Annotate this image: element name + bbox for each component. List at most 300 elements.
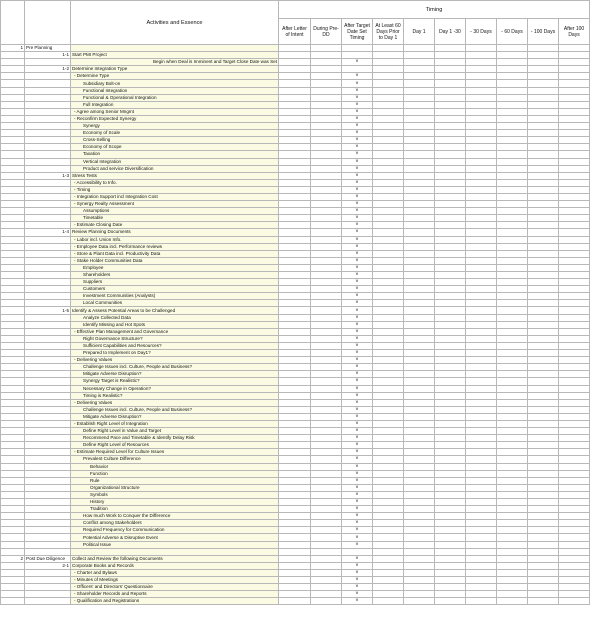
timing-check-cell: v: [342, 73, 373, 80]
table-row: [1, 144, 590, 151]
activity-cell: Conflict among Stakeholders: [71, 520, 279, 527]
timing-cell: [559, 137, 590, 144]
timing-cell: [311, 328, 342, 335]
section-number-cell: [1, 101, 25, 108]
activity-cell: - Delivering Values: [71, 357, 279, 364]
timing-check-cell: v: [342, 293, 373, 300]
timing-cell: [279, 137, 311, 144]
timing-cell: [528, 172, 559, 179]
timing-cell: [497, 399, 528, 406]
timing-check-cell: v: [342, 250, 373, 257]
timing-check-cell: v: [342, 456, 373, 463]
timing-cell: [466, 130, 497, 137]
timing-col-header: At Least 60 Days Prior to Day 1: [373, 19, 404, 45]
section-number-cell: [1, 243, 25, 250]
timing-cell: [373, 463, 404, 470]
timing-cell: [559, 52, 590, 59]
timing-cell: [497, 80, 528, 87]
timing-cell: [373, 144, 404, 151]
timing-cell: [528, 350, 559, 357]
subsection-number-cell: [25, 456, 71, 463]
activity-cell: Determine Integration Type: [71, 66, 279, 73]
timing-cell: [373, 137, 404, 144]
timing-cell: [559, 562, 590, 569]
timing-col-header: - 100 Days: [528, 19, 559, 45]
timing-cell: [373, 534, 404, 541]
timing-cell: [528, 506, 559, 513]
timing-cell: [404, 222, 435, 229]
timing-cell: [373, 399, 404, 406]
timing-cell: [435, 499, 466, 506]
timing-cell: [466, 491, 497, 498]
timing-cell: [528, 101, 559, 108]
timing-cell: [279, 279, 311, 286]
timing-cell: [497, 250, 528, 257]
timing-cell: [279, 314, 311, 321]
table-row: [1, 541, 590, 548]
timing-cell: [528, 229, 559, 236]
timing-cell: [528, 165, 559, 172]
timing-cell: [279, 364, 311, 371]
timing-cell: [311, 513, 342, 520]
timing-cell: [466, 598, 497, 605]
timing-cell: [528, 357, 559, 364]
timing-cell: [404, 59, 435, 66]
timing-cell: [404, 52, 435, 59]
table-row: [1, 371, 590, 378]
activity-cell: Timing is Realistic?: [71, 392, 279, 399]
timing-cell: [497, 137, 528, 144]
table-row: [1, 186, 590, 193]
timing-check-cell: v: [342, 229, 373, 236]
table-row: [1, 342, 590, 349]
timing-cell: [373, 94, 404, 101]
timing-cell: [466, 428, 497, 435]
table-row: [1, 94, 590, 101]
timing-cell: [311, 115, 342, 122]
table-row: [1, 463, 590, 470]
timing-cell: [373, 499, 404, 506]
timing-cell: [404, 569, 435, 576]
timing-cell: [497, 449, 528, 456]
header-num2-cell: [25, 1, 71, 45]
timing-cell: [435, 236, 466, 243]
table-row: [1, 378, 590, 385]
timing-cell: [279, 80, 311, 87]
timing-check-cell: v: [342, 562, 373, 569]
timing-cell: [466, 534, 497, 541]
timing-cell: [279, 264, 311, 271]
timing-cell: [279, 272, 311, 279]
timing-cell: [404, 45, 435, 52]
timing-cell: [311, 456, 342, 463]
timing-cell: [373, 158, 404, 165]
timing-cell: [466, 435, 497, 442]
timing-cell: [497, 59, 528, 66]
table-row: [1, 73, 590, 80]
timing-cell: [466, 342, 497, 349]
timing-check-cell: v: [342, 328, 373, 335]
timing-cell: [497, 499, 528, 506]
timing-cell: [279, 428, 311, 435]
table-row: [1, 399, 590, 406]
timing-cell: [373, 208, 404, 215]
timing-cell: [435, 328, 466, 335]
table-row: [1, 584, 590, 591]
timing-cell: [373, 151, 404, 158]
timing-cell: [404, 562, 435, 569]
timing-cell: [311, 80, 342, 87]
timing-cell: [559, 293, 590, 300]
timing-cell: [559, 591, 590, 598]
timing-cell: [373, 506, 404, 513]
timing-cell: [435, 321, 466, 328]
timing-cell: [279, 470, 311, 477]
timing-cell: [466, 293, 497, 300]
timing-cell: [559, 548, 590, 555]
table-row: [1, 257, 590, 264]
timing-cell: [466, 80, 497, 87]
timing-cell: [435, 137, 466, 144]
section-number-cell: [1, 548, 25, 555]
table-row: [1, 520, 590, 527]
activity-cell: - Labor incl. Union Info.: [71, 236, 279, 243]
timing-cell: [311, 73, 342, 80]
timing-cell: [373, 342, 404, 349]
timing-cell: [559, 321, 590, 328]
table-row: [1, 413, 590, 420]
timing-cell: [435, 399, 466, 406]
timing-cell: [497, 158, 528, 165]
subsection-number-cell: [25, 130, 71, 137]
timing-cell: [528, 577, 559, 584]
section-number-cell: [1, 477, 25, 484]
timing-cell: [435, 477, 466, 484]
timing-cell: [311, 321, 342, 328]
timing-cell: [404, 499, 435, 506]
section-number-cell: [1, 222, 25, 229]
timing-cell: [466, 222, 497, 229]
table-row: [1, 158, 590, 165]
timing-cell: [279, 449, 311, 456]
timing-cell: [466, 208, 497, 215]
timing-cell: [528, 513, 559, 520]
timing-check-cell: v: [342, 314, 373, 321]
timing-check-cell: v: [342, 101, 373, 108]
timing-cell: [373, 328, 404, 335]
timing-cell: [559, 144, 590, 151]
subsection-number-cell: [25, 527, 71, 534]
section-number-cell: [1, 165, 25, 172]
section-number-cell: [1, 229, 25, 236]
timing-cell: [435, 541, 466, 548]
section-number-cell: [1, 52, 25, 59]
timing-check-cell: v: [342, 236, 373, 243]
activity-cell: Shareholders: [71, 272, 279, 279]
timing-cell: [559, 491, 590, 498]
timing-cell: [311, 130, 342, 137]
table-row: [1, 222, 590, 229]
subsection-number-cell: [25, 59, 71, 66]
timing-cell: [466, 186, 497, 193]
timing-cell: [559, 357, 590, 364]
timing-cell: [373, 562, 404, 569]
timing-cell: [279, 541, 311, 548]
timing-cell: [559, 413, 590, 420]
activity-cell: - Integration Support incl Integration Cost: [71, 193, 279, 200]
timing-cell: [373, 392, 404, 399]
timing-cell: [497, 73, 528, 80]
timing-col-header: After Letter of Intent: [279, 19, 311, 45]
timing-cell: [497, 293, 528, 300]
timing-cell: [435, 584, 466, 591]
activity-cell: Functional Integration: [71, 87, 279, 94]
timing-cell: [559, 179, 590, 186]
timing-cell: [435, 513, 466, 520]
timing-cell: [279, 59, 311, 66]
section-number-cell: [1, 562, 25, 569]
timing-cell: [311, 598, 342, 605]
timing-check-cell: v: [342, 399, 373, 406]
timing-cell: [435, 350, 466, 357]
timing-cell: [373, 186, 404, 193]
timing-cell: [404, 413, 435, 420]
timing-cell: [466, 399, 497, 406]
timing-cell: [373, 130, 404, 137]
timing-cell: [311, 463, 342, 470]
timing-cell: [559, 406, 590, 413]
timing-check-cell: [342, 52, 373, 59]
activity-cell: Local Communities: [71, 300, 279, 307]
timing-cell: [466, 541, 497, 548]
table-row: [1, 598, 590, 605]
timing-cell: [279, 87, 311, 94]
timing-cell: [528, 250, 559, 257]
timing-cell: [528, 413, 559, 420]
timing-check-cell: v: [342, 123, 373, 130]
timing-cell: [528, 520, 559, 527]
subsection-number-cell: [25, 371, 71, 378]
timing-cell: [528, 335, 559, 342]
table-row: [1, 215, 590, 222]
timing-cell: [404, 151, 435, 158]
subsection-number-cell: [25, 80, 71, 87]
timing-cell: [528, 456, 559, 463]
timing-cell: [279, 115, 311, 122]
timing-cell: [466, 151, 497, 158]
timing-cell: [435, 186, 466, 193]
section-number-cell: [1, 158, 25, 165]
timing-cell: [279, 491, 311, 498]
timing-cell: [404, 491, 435, 498]
timing-check-cell: v: [342, 491, 373, 498]
timing-cell: [466, 229, 497, 236]
activity-cell: - Delivering Values: [71, 399, 279, 406]
timing-cell: [373, 335, 404, 342]
subsection-number-cell: 1-4: [25, 229, 71, 236]
timing-cell: [559, 222, 590, 229]
timing-cell: [466, 328, 497, 335]
subsection-number-cell: [25, 420, 71, 427]
timing-cell: [497, 101, 528, 108]
timing-check-cell: v: [342, 172, 373, 179]
activity-cell: Analyze Collected Data: [71, 314, 279, 321]
timing-cell: [279, 300, 311, 307]
timing-cell: [404, 364, 435, 371]
timing-cell: [435, 130, 466, 137]
timing-cell: [279, 236, 311, 243]
timing-cell: [497, 144, 528, 151]
timing-cell: [404, 286, 435, 293]
activity-cell: Behavior: [71, 463, 279, 470]
timing-cell: [497, 300, 528, 307]
table-row: [1, 392, 590, 399]
timing-cell: [311, 250, 342, 257]
activity-cell: Timetable: [71, 215, 279, 222]
timing-check-cell: v: [342, 371, 373, 378]
timing-cell: [528, 555, 559, 562]
timing-cell: [435, 115, 466, 122]
section-number-cell: [1, 130, 25, 137]
timing-cell: [311, 66, 342, 73]
timing-cell: [466, 456, 497, 463]
timing-cell: [466, 236, 497, 243]
table-row: [1, 449, 590, 456]
timing-cell: [435, 506, 466, 513]
table-row: [1, 286, 590, 293]
timing-cell: [559, 328, 590, 335]
timing-cell: [466, 59, 497, 66]
timing-cell: [404, 449, 435, 456]
timing-cell: [466, 321, 497, 328]
timing-cell: [528, 420, 559, 427]
header-num1-cell: [1, 1, 25, 45]
timing-cell: [559, 420, 590, 427]
timing-cell: [279, 477, 311, 484]
timing-cell: [404, 477, 435, 484]
timing-cell: [528, 321, 559, 328]
timing-cell: [404, 165, 435, 172]
timing-cell: [311, 293, 342, 300]
timing-cell: [466, 385, 497, 392]
timing-cell: [279, 555, 311, 562]
subsection-number-cell: [25, 286, 71, 293]
timing-cell: [373, 172, 404, 179]
subsection-number-cell: [25, 321, 71, 328]
timing-check-cell: v: [342, 413, 373, 420]
timing-cell: [435, 45, 466, 52]
section-title-cell: Post Due Diligence: [25, 555, 71, 562]
timing-cell: [373, 165, 404, 172]
timing-cell: [279, 186, 311, 193]
timing-cell: [311, 151, 342, 158]
timing-cell: [435, 52, 466, 59]
timing-cell: [373, 257, 404, 264]
timing-cell: [497, 328, 528, 335]
timing-cell: [404, 577, 435, 584]
timing-cell: [311, 569, 342, 576]
timing-check-cell: v: [342, 378, 373, 385]
timing-cell: [435, 591, 466, 598]
timing-cell: [404, 328, 435, 335]
timing-cell: [435, 555, 466, 562]
timing-check-cell: v: [342, 158, 373, 165]
section-number-cell: [1, 513, 25, 520]
table-row: [1, 272, 590, 279]
timing-check-cell: v: [342, 179, 373, 186]
timing-cell: [466, 66, 497, 73]
timing-cell: [373, 250, 404, 257]
timing-cell: [311, 286, 342, 293]
section-number-cell: [1, 321, 25, 328]
timing-cell: [435, 470, 466, 477]
timing-cell: [435, 59, 466, 66]
activity-cell: - Accessibility to Info.: [71, 179, 279, 186]
timing-cell: [497, 151, 528, 158]
activity-cell: - Employee Data incl. Performance reviews: [71, 243, 279, 250]
section-number-cell: [1, 569, 25, 576]
timing-cell: [311, 137, 342, 144]
timing-cell: [435, 229, 466, 236]
timing-cell: [497, 130, 528, 137]
timing-check-cell: v: [342, 406, 373, 413]
timing-cell: [311, 534, 342, 541]
timing-cell: [311, 229, 342, 236]
subsection-number-cell: 1-2: [25, 66, 71, 73]
timing-cell: [404, 300, 435, 307]
timing-cell: [497, 428, 528, 435]
timing-cell: [404, 130, 435, 137]
timing-cell: [373, 491, 404, 498]
timing-cell: [435, 193, 466, 200]
timing-cell: [528, 435, 559, 442]
timing-cell: [497, 321, 528, 328]
timing-cell: [466, 172, 497, 179]
timing-cell: [373, 428, 404, 435]
timing-cell: [311, 385, 342, 392]
timing-cell: [559, 158, 590, 165]
timing-cell: [311, 264, 342, 271]
timing-cell: [404, 506, 435, 513]
timing-col-header: - 60 Days: [497, 19, 528, 45]
timing-cell: [528, 527, 559, 534]
timing-cell: [435, 66, 466, 73]
timing-cell: [497, 257, 528, 264]
section-number-cell: [1, 406, 25, 413]
timing-cell: [311, 59, 342, 66]
table-row: [1, 80, 590, 87]
timing-cell: [279, 435, 311, 442]
timing-cell: [435, 272, 466, 279]
timing-cell: [279, 520, 311, 527]
table-row: [1, 364, 590, 371]
timing-cell: [373, 385, 404, 392]
timing-cell: [279, 463, 311, 470]
section-number-cell: [1, 534, 25, 541]
timing-check-cell: v: [342, 477, 373, 484]
timing-cell: [528, 243, 559, 250]
timing-cell: [435, 250, 466, 257]
timing-check-cell: v: [342, 137, 373, 144]
timing-cell: [497, 350, 528, 357]
timing-check-cell: v: [342, 165, 373, 172]
timing-cell: [279, 420, 311, 427]
timing-check-cell: v: [342, 364, 373, 371]
timing-cell: [559, 215, 590, 222]
timing-cell: [311, 335, 342, 342]
timing-cell: [466, 527, 497, 534]
activity-cell: - Qualification and Registrations: [71, 598, 279, 605]
